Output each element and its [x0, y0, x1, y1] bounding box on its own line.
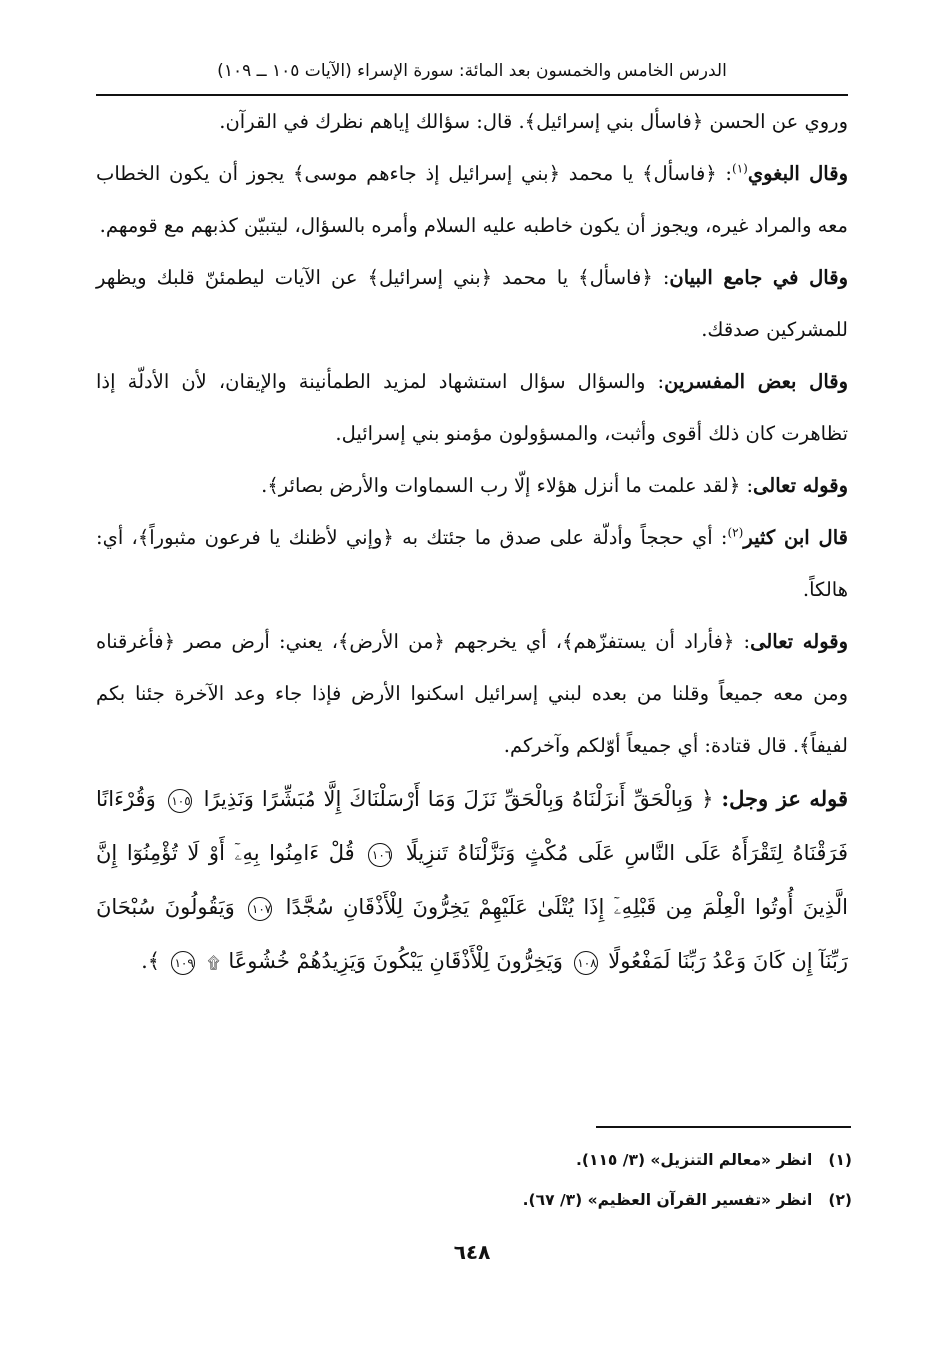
paragraph-5: [96, 460, 848, 512]
ayah-number-marker: ١٠٧: [248, 897, 272, 921]
paragraph-lead: وقال في جامع البيان: [669, 266, 848, 289]
paragraph-6: [96, 512, 848, 616]
paragraph-lead: وقوله تعالى: [753, 474, 848, 497]
verse-close: ﴾.: [141, 949, 161, 973]
footnote-text: انظر «معالم التنزيل» (٣/ ١١٥).: [576, 1151, 813, 1169]
paragraph-text: : ﴿فاسأل﴾ يا محمد ﴿بني إسرائيل﴾ عن الآيات ليطمئنّ قلبك ويظهر للمشركين صدقك.: [96, 266, 848, 341]
paragraph-3: [96, 252, 848, 356]
paragraph-lead: قال ابن كثير: [743, 526, 848, 549]
footnote-number: (٢): [828, 1191, 852, 1209]
paragraph-1: [96, 96, 848, 148]
paragraph-4: [96, 356, 848, 460]
footnote-ref: (١): [732, 161, 748, 176]
footnote-number: (١): [828, 1151, 852, 1169]
paragraph-lead: وقال بعض المفسرين: [664, 370, 849, 393]
verse-text: وَيَقُولُونَ سُبْحَانَ رَبِّنَآ إِن كَانَ وَعْدُ رَبِّنَا لَمَفْعُولًا: [96, 895, 848, 973]
running-header: الدرس الخامس والخمسون بعد المائة: سورة الإسراء (الآيات ١٠٥ ــ ١٠٩): [96, 56, 848, 96]
ayah-number-marker: ١٠٥: [168, 789, 192, 813]
paragraph-text: وروي عن الحسن ﴿فاسأل بني إسرائيل﴾. قال: سؤالك إياهم نظرك في القرآن.: [219, 110, 848, 133]
footnotes: [420, 1140, 852, 1220]
verse-text: ﴿ وَبِالْحَقِّ أَنزَلْنَاهُ وَبِالْحَقِّ نَزَلَ وَمَا أَرْسَلْنَاكَ إِلَّا مُبَشِّرًا وَنَذِيرًا: [203, 787, 714, 811]
paragraph-text: : ﴿فاسأل﴾ يا محمد ﴿بني إسرائيل إذ جاءهم موسى﴾ يجوز أن يكون الخطاب معه والمراد غيره، ويجوز أن يكون خاطبه عليه السلام وأمره بالسؤال، ليتبيّن كذبهم مع قومهم.: [96, 162, 848, 237]
main-text: [96, 96, 848, 990]
footnote-text: انظر «تفسير القرآن العظيم» (٣/ ٦٧).: [522, 1191, 813, 1209]
paragraph-text: : والسؤال سؤال استشهاد لمزيد الطمأنينة والإيقان، لأن الأدلّة إذا تظاهرت كان ذلك أقوى وأثبت، والمسؤولون مؤمنو بني إسرائيل.: [96, 370, 848, 445]
footnote-ref: (٢): [727, 525, 744, 540]
quran-passage: [96, 772, 848, 990]
verse-text: وَيَخِرُّونَ لِلْأَذْقَانِ يَبْكُونَ وَيَزِيدُهُمْ خُشُوعًا: [228, 949, 563, 973]
verse-text: قُلْ ءَامِنُوا بِهِۦٓ أَوْ لَا تُؤْمِنُوٓا إِنَّ الَّذِينَ أُوتُوا الْعِلْمَ مِن قَبْلِهِۦٓ إِذَا يُتْلَىٰ عَلَيْهِمْ يَخِرُّونَ لِلْأَذْقَانِ سُجَّدًا: [96, 841, 848, 919]
paragraph-7: [96, 616, 848, 772]
sajda-icon: ۩: [207, 953, 220, 972]
ayah-number-marker: ١٠٩: [171, 951, 195, 975]
footnote-item: [420, 1180, 852, 1220]
paragraph-lead: وقوله تعالى: [750, 630, 849, 653]
paragraph-text: : أي حججاً وأدلّة على صدق ما جئتك به ﴿وإني لأظنك يا فرعون مثبوراً﴾، أي: هالكاً.: [96, 526, 848, 601]
ayah-number-marker: ١٠٨: [574, 951, 598, 975]
footnote-item: [420, 1140, 852, 1180]
ayah-number-marker: ١٠٦: [368, 843, 392, 867]
page-number: ٦٤٨: [453, 1240, 491, 1264]
verse-text: وَقُرْءَانًا فَرَقْنَاهُ لِتَقْرَأَهُ عَلَى النَّاسِ عَلَى مُكْثٍ وَنَزَّلْنَاهُ تَنزِيلًا: [96, 787, 849, 865]
paragraph-text: : ﴿فأراد أن يستفزّهم﴾، أي يخرجهم ﴿من الأرض﴾، يعني: أرض مصر ﴿فأغرقناه ومن معه جميعاً وقلنا من بعده لبني إسرائيل اسكنوا الأرض فإذا جاء وعد الآخرة جئنا بكم لفيفاً﴾. قال قتادة: أي جميعاً أوّلكم وآخركم.: [96, 630, 848, 757]
footnote-divider: [596, 1126, 851, 1128]
quran-lead: قوله عز وجل:: [721, 786, 848, 811]
paragraph-lead: وقال البغوي: [747, 162, 848, 185]
paragraph-2: [96, 148, 848, 252]
paragraph-text: : ﴿لقد علمت ما أنزل هؤلاء إلّا رب السماوات والأرض بصائر﴾.: [261, 474, 754, 497]
